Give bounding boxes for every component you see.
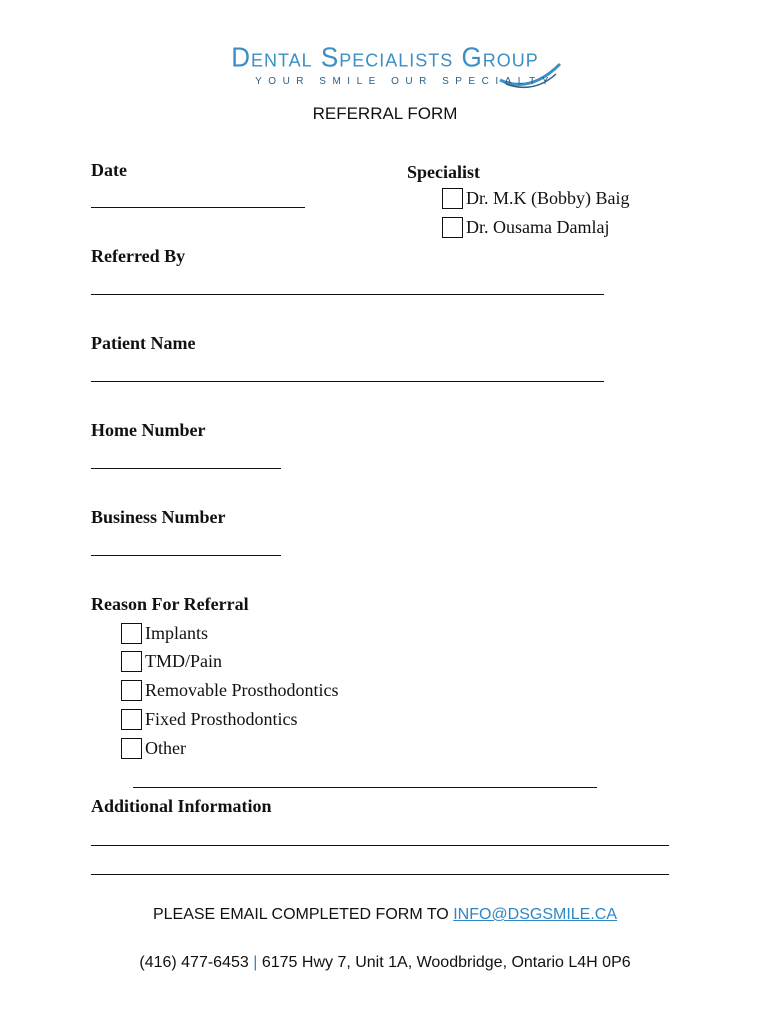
specialist-1-label: Dr. M.K (Bobby) Baig (466, 188, 630, 208)
removable-label: Removable Prosthodontics (145, 680, 339, 700)
date-label: Date (91, 160, 127, 180)
fixed-label: Fixed Prosthodontics (145, 709, 298, 729)
home-number-label: Home Number (91, 420, 206, 440)
specialist-2-label: Dr. Ousama Damlaj (466, 217, 610, 237)
specialist-option-2[interactable] (442, 217, 609, 238)
email-link[interactable]: INFO@DSGSMILE.CA (453, 906, 618, 923)
reason-option-removable[interactable] (121, 680, 338, 701)
specialist-label: Specialist (407, 162, 481, 182)
email-prefix: PLEASE EMAIL COMPLETED FORM TO (152, 906, 454, 923)
other-label: Other (145, 738, 186, 758)
tmd-checkbox[interactable] (121, 651, 142, 672)
address: 6175 Hwy 7, Unit 1A, Woodbridge, Ontario L4H 0P6 (261, 954, 631, 971)
reason-option-fixed[interactable] (121, 709, 298, 730)
referred-by-label: Referred By (91, 246, 186, 266)
patient-name-label: Patient Name (91, 333, 196, 353)
specialist-2-checkbox[interactable] (442, 217, 463, 238)
contact-line (0, 954, 770, 972)
contact-separator: | (253, 954, 258, 971)
reason-option-implants[interactable] (121, 623, 208, 644)
referred-by-line[interactable] (91, 294, 604, 295)
specialist-1-checkbox[interactable] (442, 188, 463, 209)
reason-option-other[interactable] (121, 738, 186, 759)
reason-option-tmd[interactable] (121, 651, 222, 672)
other-checkbox[interactable] (121, 738, 142, 759)
phone-number: (416) 477-6453 (139, 954, 249, 971)
additional-line-2[interactable] (91, 874, 669, 875)
home-number-line[interactable] (91, 468, 281, 469)
patient-name-line[interactable] (91, 381, 604, 382)
reason-label: Reason For Referral (91, 594, 249, 614)
date-line[interactable] (91, 207, 305, 208)
additional-line-1[interactable] (91, 845, 669, 846)
tmd-label: TMD/Pain (145, 651, 223, 671)
email-instruction (0, 906, 770, 924)
logo-text: Dental Specialists Group (231, 41, 539, 73)
form-title: REFERRAL FORM (312, 104, 458, 123)
business-number-label: Business Number (91, 507, 226, 527)
implants-checkbox[interactable] (121, 623, 142, 644)
logo-tagline: YOUR SMILE OUR SPECIALTY (255, 76, 555, 87)
business-number-line[interactable] (91, 555, 281, 556)
implants-label: Implants (145, 623, 208, 643)
additional-label: Additional Information (91, 796, 272, 816)
fixed-checkbox[interactable] (121, 709, 142, 730)
other-line[interactable] (133, 787, 597, 788)
specialist-option-1[interactable] (442, 188, 630, 209)
removable-checkbox[interactable] (121, 680, 142, 701)
